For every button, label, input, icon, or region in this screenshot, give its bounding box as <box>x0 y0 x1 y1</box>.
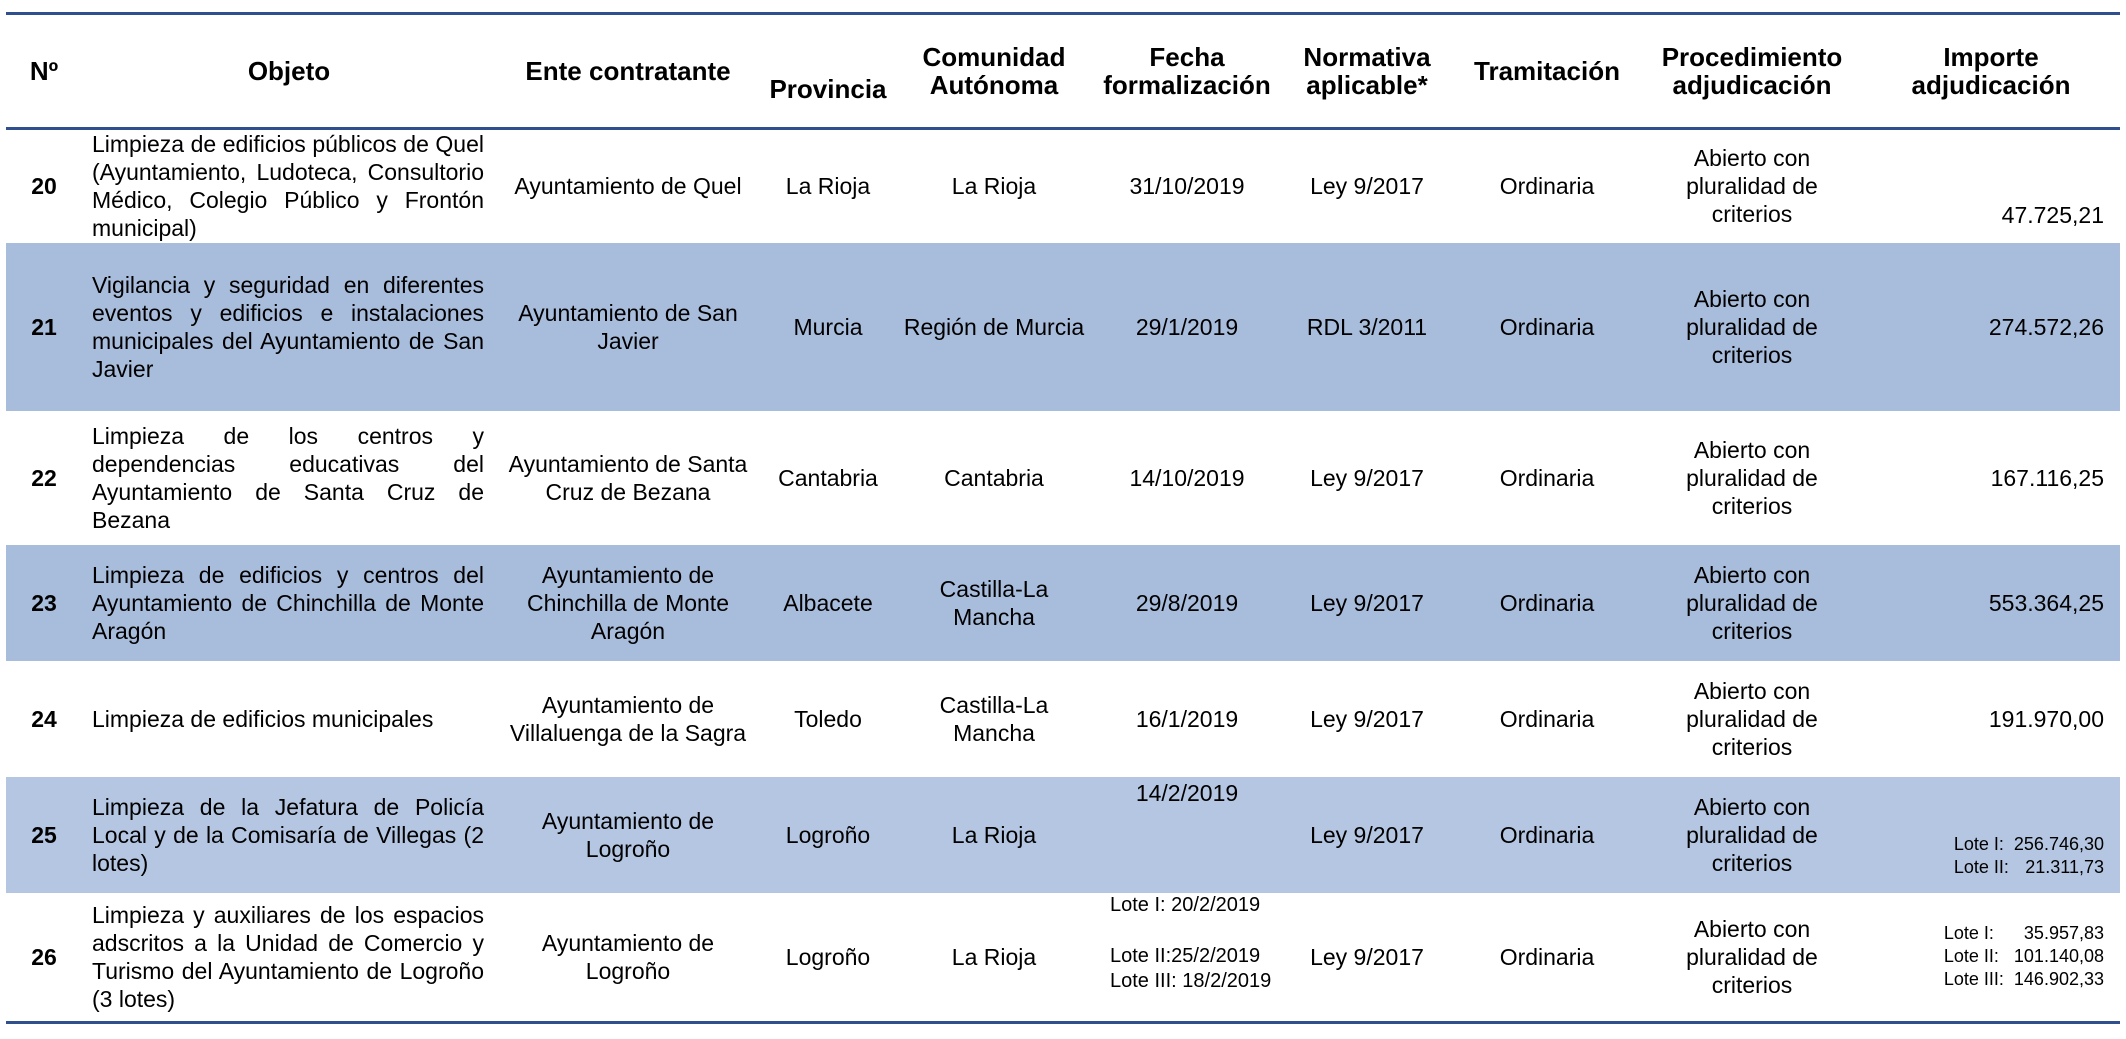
lote-label: Lote II: <box>1953 856 2009 877</box>
cell-ente: Ayuntamiento de San Javier <box>496 243 760 411</box>
cell-fecha-lotes <box>1092 893 1282 1023</box>
cell-no: 23 <box>6 545 82 661</box>
cell-normativa: Ley 9/2017 <box>1282 777 1452 893</box>
cell-tramitacion: Ordinaria <box>1499 464 1595 491</box>
cell-objeto: Limpieza de edificios públicos de Quel (Ayuntamiento, Ludoteca, Consultorio Médico, Colegio Público y Frontón municipal) <box>92 131 484 242</box>
cell-ente: Ayuntamiento de Quel <box>514 173 742 200</box>
cell-no: 22 <box>31 464 57 491</box>
table-row <box>6 777 2120 893</box>
cell-procedimiento: Abierto con pluralidad de criterios <box>1642 777 1862 893</box>
lote-value: 256.746,30 <box>2013 833 2104 854</box>
header-comunidad: Comunidad Autónoma <box>896 14 1092 129</box>
header-fecha: Fecha formalización <box>1092 14 1282 129</box>
cell-tramitacion: Ordinaria <box>1499 705 1595 732</box>
cell-objeto: Limpieza de edificios municipales <box>92 705 434 732</box>
cell-no: 24 <box>31 705 57 732</box>
cell-no: 25 <box>6 777 82 893</box>
cell-no: 20 <box>31 173 57 200</box>
cell-provincia: Albacete <box>760 545 896 661</box>
cell-no: 26 <box>6 893 82 1023</box>
cell-fecha: 16/1/2019 <box>1135 705 1239 732</box>
cell-importe: 274.572,26 <box>1862 243 2120 411</box>
cell-provincia: La Rioja <box>785 173 871 200</box>
header-provincia: Provincia <box>760 14 896 129</box>
header-ente: Ente contratante <box>496 14 760 129</box>
cell-importe: 167.116,25 <box>1990 464 2104 491</box>
header-objeto: Objeto <box>82 14 496 129</box>
cell-provincia: Toledo <box>794 705 862 732</box>
header-normativa: Normativa aplicable* <box>1282 14 1452 129</box>
lote-label: Lote II: <box>1943 946 1999 967</box>
cell-normativa: Ley 9/2017 <box>1310 464 1424 491</box>
lotes-block <box>1944 922 2104 991</box>
table-row <box>6 545 2120 661</box>
cell-provincia: Cantabria <box>778 464 878 491</box>
cell-importe-lotes <box>1862 777 2120 893</box>
fecha-lote: Lote I: 20/2/2019 <box>1110 893 1261 916</box>
table-row <box>6 129 2120 243</box>
lote-value: 21.311,73 <box>2025 856 2104 877</box>
cell-ente: Ayuntamiento de Logroño <box>496 893 760 1023</box>
lotes-block <box>1954 833 2104 879</box>
cell-fecha: 14/10/2019 <box>1129 464 1245 491</box>
cell-importe-lotes <box>1862 893 2120 1023</box>
fecha-lote: Lote II:25/2/2019 <box>1110 944 1261 967</box>
cell-comunidad: Región de Murcia <box>896 243 1092 411</box>
cell-procedimiento: Abierto con pluralidad de criterios <box>1686 436 1818 519</box>
header-procedimiento: Procedimiento adjudicación <box>1642 14 1862 129</box>
cell-normativa: Ley 9/2017 <box>1310 705 1424 732</box>
cell-comunidad: Cantabria <box>944 464 1044 491</box>
lote-line <box>1944 968 2104 991</box>
cell-comunidad: La Rioja <box>896 777 1092 893</box>
header-no: Nº <box>6 14 82 129</box>
cell-importe: 47.725,21 <box>2001 201 2104 228</box>
cell-objeto: Vigilancia y seguridad en diferentes eventos y edificios e instalaciones municipales del Ayuntamiento de San Javier <box>82 243 496 411</box>
cell-tramitacion: Ordinaria <box>1499 173 1595 200</box>
cell-fecha: 29/8/2019 <box>1092 545 1282 661</box>
cell-fecha: 29/1/2019 <box>1092 243 1282 411</box>
cell-fecha: 14/2/2019 <box>1092 777 1282 893</box>
cell-importe: 191.970,00 <box>1988 705 2104 732</box>
cell-procedimiento: Abierto con pluralidad de criterios <box>1686 145 1818 228</box>
lote-label: Lote III: <box>1943 969 2004 990</box>
header-row <box>6 14 2120 129</box>
cell-objeto: Limpieza de la Jefatura de Policía Local y de la Comisaría de Villegas (2 lotes) <box>82 777 496 893</box>
table-row <box>6 661 2120 777</box>
table-row <box>6 243 2120 411</box>
lote-label: Lote I: <box>1953 833 2004 854</box>
cell-no: 21 <box>6 243 82 411</box>
cell-procedimiento: Abierto con pluralidad de criterios <box>1642 545 1862 661</box>
cell-importe: 553.364,25 <box>1862 545 2120 661</box>
cell-objeto: Limpieza y auxiliares de los espacios adscritos a la Unidad de Comercio y Turismo del Ayuntamiento de Logroño (3 lotes) <box>82 893 496 1023</box>
table-row <box>6 411 2120 545</box>
fecha-lote: Lote III: 18/2/2019 <box>1110 969 1272 992</box>
lote-label: Lote I: <box>1943 923 1994 944</box>
cell-ente: Ayuntamiento de Santa Cruz de Bezana <box>508 450 748 505</box>
contracts-table <box>6 12 2120 1024</box>
cell-procedimiento: Abierto con pluralidad de criterios <box>1642 243 1862 411</box>
cell-tramitacion: Ordinaria <box>1452 777 1642 893</box>
cell-normativa: RDL 3/2011 <box>1282 243 1452 411</box>
cell-fecha: 31/10/2019 <box>1129 173 1245 200</box>
table-row <box>6 893 2120 1023</box>
cell-comunidad: La Rioja <box>951 173 1037 200</box>
header-importe: Importe adjudicación <box>1862 14 2120 129</box>
cell-tramitacion: Ordinaria <box>1452 893 1642 1023</box>
cell-procedimiento: Abierto con pluralidad de criterios <box>1642 893 1862 1023</box>
cell-tramitacion: Ordinaria <box>1452 243 1642 411</box>
cell-ente: Ayuntamiento de Chinchilla de Monte Aragón <box>496 545 760 661</box>
lote-value: 35.957,83 <box>2023 923 2104 944</box>
lote-value: 101.140,08 <box>2013 946 2104 967</box>
contracts-table-container <box>6 12 2120 1024</box>
lote-value: 146.902,33 <box>2013 969 2104 990</box>
cell-normativa: Ley 9/2017 <box>1282 545 1452 661</box>
lote-line <box>1954 856 2104 879</box>
cell-comunidad: Castilla-La Mancha <box>939 691 1049 746</box>
cell-comunidad: Castilla-La Mancha <box>896 545 1092 661</box>
lote-line <box>1944 922 2104 945</box>
cell-procedimiento: Abierto con pluralidad de criterios <box>1686 677 1818 760</box>
cell-provincia: Logroño <box>760 893 896 1023</box>
cell-comunidad: La Rioja <box>896 893 1092 1023</box>
lote-line <box>1954 833 2104 856</box>
cell-objeto: Limpieza de edificios y centros del Ayuntamiento de Chinchilla de Monte Aragón <box>82 545 496 661</box>
cell-ente: Ayuntamiento de Villaluenga de la Sagra <box>509 691 747 746</box>
lote-line <box>1944 945 2104 968</box>
header-tramitacion: Tramitación <box>1452 14 1642 129</box>
cell-normativa: Ley 9/2017 <box>1282 893 1452 1023</box>
cell-ente: Ayuntamiento de Logroño <box>496 777 760 893</box>
cell-provincia: Murcia <box>760 243 896 411</box>
cell-provincia: Logroño <box>760 777 896 893</box>
cell-normativa: Ley 9/2017 <box>1310 173 1424 200</box>
cell-objeto: Limpieza de los centros y dependencias educativas del Ayuntamiento de Santa Cruz de Bezana <box>92 422 484 533</box>
cell-tramitacion: Ordinaria <box>1452 545 1642 661</box>
